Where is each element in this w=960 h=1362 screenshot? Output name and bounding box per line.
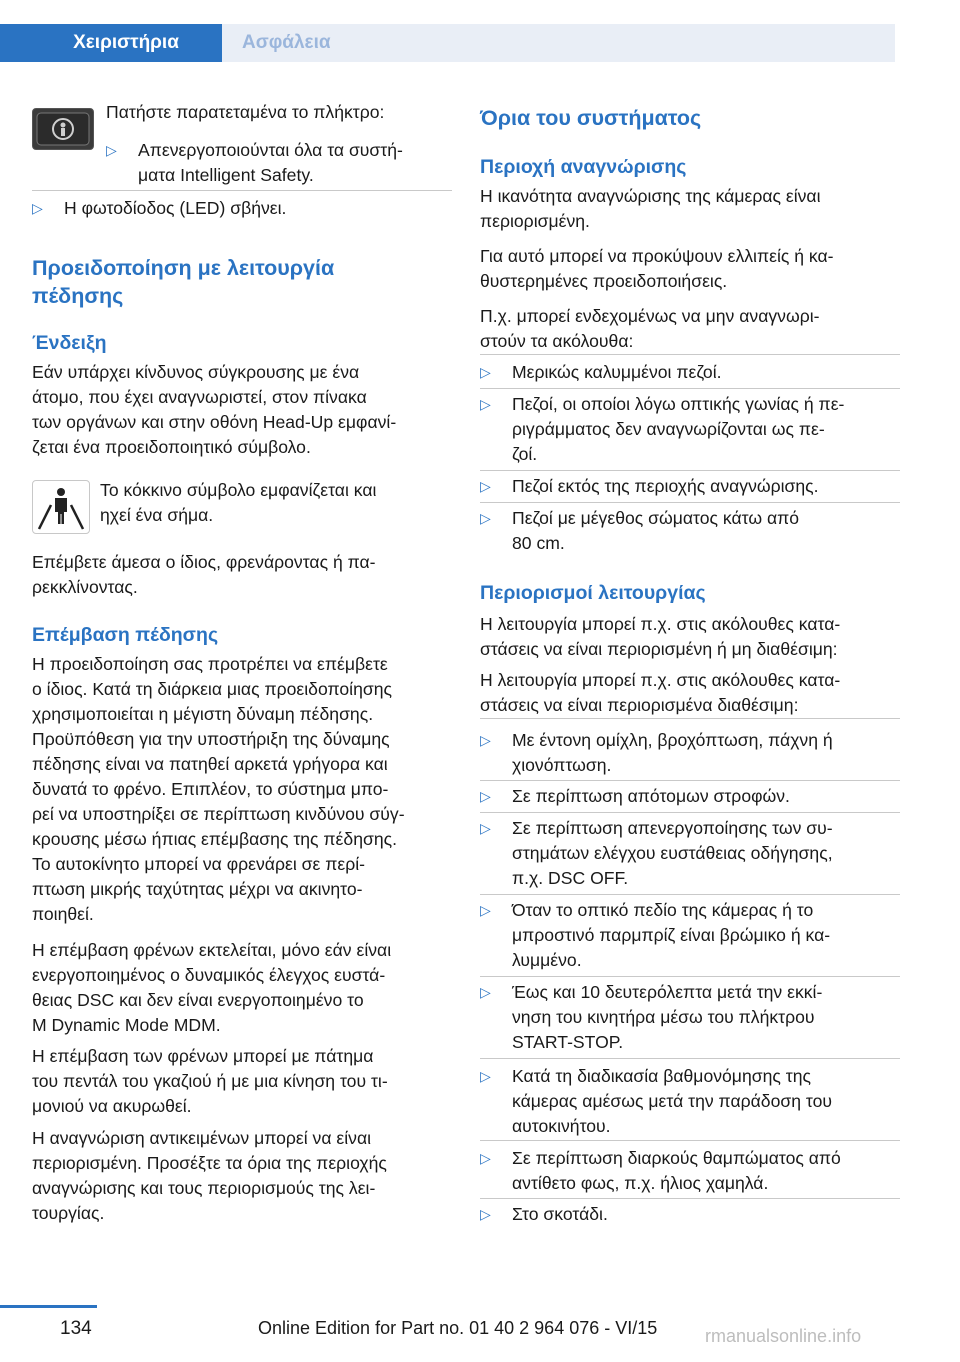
braking-paragraph-3: Η επέμβαση των φρένων μπορεί με πάτημα του πεντάλ του γκαζιού ή με μια κίνηση του τι- μονιού να ακυρωθεί. <box>32 1046 388 1116</box>
bullet-arrow-icon: ▷ <box>480 1068 491 1084</box>
tab-controls[interactable]: Χειριστήρια <box>0 24 222 62</box>
divider <box>480 1058 900 1059</box>
indication-text: Εάν υπάρχει κίνδυνος σύγκρουσης με ένα άτομο, που έχει αναγνωριστεί, στον πίνακα των οργάνων και στην οθόνη Head-Up εμφανί- ζεται ένα προειδοποιητικό σύμβολο. <box>32 362 397 457</box>
list-item <box>480 392 900 467</box>
list-item-text: Πεζοί, οι οποίοι λόγω οπτικής γωνίας ή πε- ριγράμματος δεν αναγνωρίζονται ως πε- ζοί. <box>512 394 845 464</box>
area-paragraph-3: Π.χ. μπορεί ενδεχομένως να μην αναγνωρι- στούν τα ακόλουθα: <box>480 306 820 351</box>
bullet-arrow-icon: ▷ <box>32 200 43 216</box>
list-item <box>480 360 900 385</box>
function-paragraph-1: Η λειτουργία μπορεί π.χ. στις ακόλουθες κατα- στάσεις να είναι περιορισμένη ή μη διαθέσιμη: <box>480 614 841 659</box>
intro-text: Πατήστε παρατεταμένα το πλήκτρο: <box>106 102 385 122</box>
list-item-text: Απενεργοποιούνται όλα τα συστή- ματα Intelligent Safety. <box>138 140 403 185</box>
list-item-text: Στο σκοτάδι. <box>512 1204 608 1224</box>
footer-accent-line <box>0 1305 97 1308</box>
list-item <box>480 816 900 891</box>
list-item <box>480 1146 900 1196</box>
list-item <box>480 728 900 778</box>
function-paragraph-2: Η λειτουργία μπορεί π.χ. στις ακόλουθες κατα- στάσεις να είναι περιορισμένα διαθέσιμη: <box>480 670 841 715</box>
bullet-arrow-icon: ▷ <box>480 478 491 494</box>
intervene-text: Επέμβετε άμεσα ο ίδιος, φρενάροντας ή πα- ρεκκλίνοντας. <box>32 552 376 597</box>
list-item-text: Μερικώς καλυμμένοι πεζοί. <box>512 362 722 382</box>
divider <box>480 470 900 471</box>
divider <box>480 718 900 719</box>
section-title-braking-warning: Προειδοποίηση με λειτουργία πέδησης <box>32 256 335 308</box>
watermark-text: rmanualsonline.info <box>705 1326 862 1346</box>
list-item <box>32 196 452 221</box>
list-item <box>480 474 900 499</box>
page-number: 134 <box>60 1318 92 1339</box>
symbol-text: Το κόκκινο σύμβολο εμφανίζεται και ηχεί ένα σήμα. <box>100 480 377 525</box>
list-item-text: Η φωτοδίοδος (LED) σβήνει. <box>64 198 287 218</box>
divider <box>480 1140 900 1141</box>
list-item <box>480 506 900 556</box>
divider <box>480 1198 900 1199</box>
list-item-text: Έως και 10 δευτερόλεπτα μετά την εκκί- νηση του κινητήρα μέσω του πλήκτρου START-STOP. <box>512 982 823 1052</box>
area-paragraph-2: Για αυτό μπορεί να προκύψουν ελλιπείς ή κα- θυστερημένες προειδοποιήσεις. <box>480 246 834 291</box>
list-item <box>480 980 900 1055</box>
divider <box>480 976 900 977</box>
braking-paragraph-1: Η προειδοποίηση σας προτρέπει να επέμβετε ο ίδιος. Κατά τη διάρκεια μιας προειδοποίησης χρησιμοποιείται η μέγιστη δύναμη πέδησης. Προϋπόθεση για την υποστήριξη της δύναμης πέδησης είναι να πατηθεί αρκετά γρήγορα και δυνατά το φρένο. Επιπλέον, το σύστημα μπο- ρεί να υποστηρίξει σε περίπτωση κινδύνου σύγ- κρουσης μέσω ήπιας επέμβασης της πέδησης. Το αυτοκίνητο μπορεί να φρενάρει σε περί- πτωση μικρής ταχύτητας μέχρι να ακινητο- ποιηθεί. <box>32 654 405 924</box>
tab-safety[interactable]: Ασφάλεια <box>222 24 895 62</box>
pedestrian-warning-icon <box>32 480 90 534</box>
divider <box>480 780 900 781</box>
list-item-text: Σε περίπτωση διαρκούς θαμπώματος από αντίθετο φως, π.χ. ήλιος χαμηλά. <box>512 1148 841 1193</box>
bullet-arrow-icon: ▷ <box>480 1206 491 1222</box>
subsection-title-indication: Ένδειξη <box>32 332 107 354</box>
subsection-title-function-limits: Περιορισμοί λειτουργίας <box>480 582 706 604</box>
subsection-title-braking: Επέμβαση πέδησης <box>32 624 219 646</box>
divider <box>480 894 900 895</box>
bullet-arrow-icon: ▷ <box>480 984 491 1000</box>
divider <box>480 502 900 503</box>
divider <box>480 812 900 813</box>
bullet-arrow-icon: ▷ <box>480 396 491 412</box>
bullet-arrow-icon: ▷ <box>106 142 117 158</box>
list-item-text: Πεζοί με μέγεθος σώματος κάτω από 80 cm. <box>512 508 800 553</box>
divider <box>32 190 452 191</box>
divider <box>480 354 900 355</box>
header-tabs <box>0 0 895 62</box>
list-item <box>480 1202 900 1227</box>
braking-paragraph-2: Η επέμβαση φρένων εκτελείται, μόνο εάν είναι ενεργοποιημένος ο δυναμικός έλεγχος ευστά- θειας DSC και δεν είναι ενεργοποιημένο το M Dynamic Mode MDM. <box>32 940 392 1035</box>
list-item-text: Σε περίπτωση απότομων στροφών. <box>512 786 790 806</box>
list-item-text: Με έντονη ομίχλη, βροχόπτωση, πάχνη ή χιονόπτωση. <box>512 730 833 775</box>
list-item-text: Σε περίπτωση απενεργοποίησης των συ- στημάτων ελέγχου ευστάθειας οδήγησης, π.χ. DSC OFF. <box>512 818 833 888</box>
list-item-text: Πεζοί εκτός της περιοχής αναγνώρισης. <box>512 476 819 496</box>
bullet-arrow-icon: ▷ <box>480 902 491 918</box>
list-item <box>480 898 900 973</box>
list-item <box>106 138 452 188</box>
bullet-arrow-icon: ▷ <box>480 788 491 804</box>
subsection-title-detection-area: Περιοχή αναγνώρισης <box>480 156 687 178</box>
list-item <box>480 784 900 809</box>
bullet-arrow-icon: ▷ <box>480 820 491 836</box>
section-title-system-limits: Όρια του συστήματος <box>480 106 702 130</box>
bullet-arrow-icon: ▷ <box>480 732 491 748</box>
braking-paragraph-4: Η αναγνώριση αντικειμένων μπορεί να είναι περιορισμένη. Προσέξτε τα όρια της περιοχής αναγνώρισης και τους περιορισμούς της λει- τουργίας. <box>32 1128 387 1223</box>
bullet-arrow-icon: ▷ <box>480 1150 491 1166</box>
divider <box>480 388 900 389</box>
list-item-text: Όταν το οπτικό πεδίο της κάμερας ή το μπροστινό παρμπρίζ είναι βρώμικο ή κα- λυμμένο. <box>512 900 831 970</box>
edition-text: Online Edition for Part no. 01 40 2 964 076 - VI/15 <box>258 1318 658 1338</box>
list-item <box>480 1064 900 1139</box>
list-item-text: Κατά τη διαδικασία βαθμονόμησης της κάμερας αμέσως μετά την παράδοση του αυτοκινήτου. <box>512 1066 833 1136</box>
safety-button-icon <box>32 108 94 150</box>
bullet-arrow-icon: ▷ <box>480 364 491 380</box>
area-paragraph-1: Η ικανότητα αναγνώρισης της κάμερας είναι περιορισμένη. <box>480 186 821 231</box>
bullet-arrow-icon: ▷ <box>480 510 491 526</box>
